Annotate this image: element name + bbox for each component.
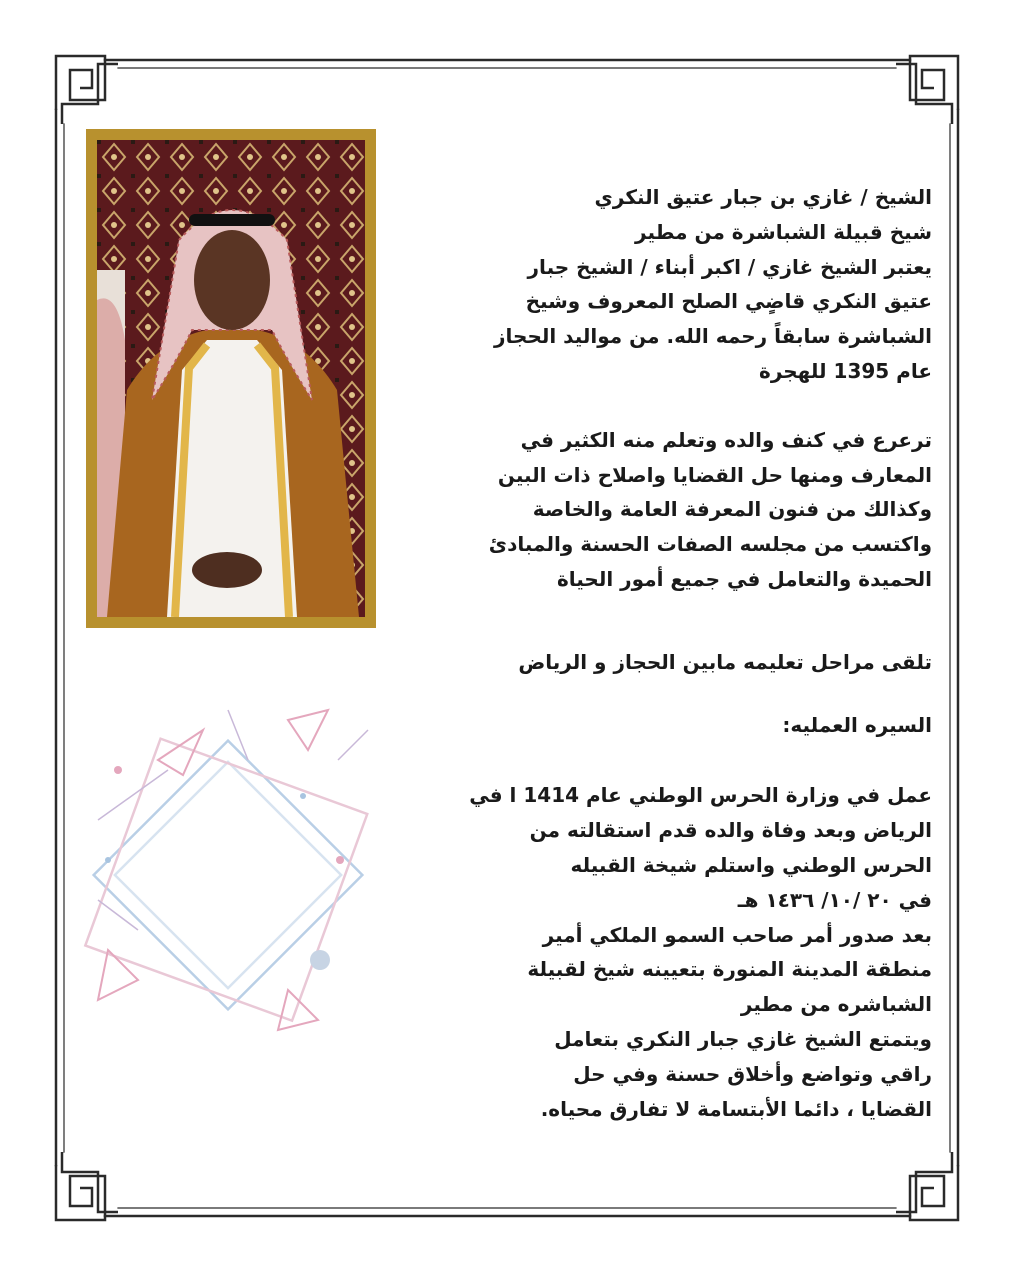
portrait-photo — [97, 140, 365, 617]
career-line: الحرس الوطني واستلم شيخة القبيله — [570, 852, 932, 877]
career-line: بعد صدور أمر صاحب السمو الملكي أمير — [542, 922, 932, 947]
upbringing-paragraph — [410, 423, 932, 597]
career-line: عمل في وزارة الحرس الوطني عام 1414 ا في — [469, 783, 932, 808]
upbringing-line: ترعرع في كنف والده وتعلم منه الكثير في — [520, 427, 932, 452]
career-paragraph — [410, 778, 932, 1126]
portrait-photo-frame — [86, 129, 376, 628]
decorative-frame-illustration — [78, 700, 378, 1060]
intro-line: عام 1395 للهجرة — [759, 358, 932, 383]
corner-ornament-top-left — [56, 56, 118, 124]
intro-line: الشباشرة سابقاً رحمه الله. من مواليد الحجاز — [494, 324, 932, 349]
corner-ornament-bottom-left — [56, 1152, 118, 1220]
career-line: منطقة المدينة المنورة بتعيينه شيخ لقبيلة — [527, 957, 932, 982]
upbringing-line: وكذالك من فنون المعرفة العامة والخاصة — [532, 497, 932, 522]
biography-text — [410, 180, 932, 1126]
intro-line: الشيخ / غازي بن جبار عتيق النكري — [594, 185, 932, 209]
career-heading-text: السيره العمليه: — [782, 712, 932, 737]
upbringing-line: المعارف ومنها حل القضايا واصلاح ذات البين — [497, 462, 932, 487]
upbringing-line: واكتسب من مجلسه الصفات الحسنة والمبادئ — [488, 532, 932, 557]
education-paragraph — [410, 645, 932, 680]
intro-paragraph — [410, 180, 932, 389]
career-line: الرياض وبعد وفاة والده قدم استقالته من — [529, 818, 932, 843]
career-line: في ٢٠ /١٠/ ١٤٣٦ هـ — [737, 887, 932, 912]
intro-line: يعتبر الشيخ غازي / اكبر أبناء / الشيخ جبار — [527, 254, 932, 279]
career-heading — [410, 708, 932, 743]
corner-ornament-top-right — [896, 56, 958, 124]
career-line: ويتمتع الشيخ غازي جبار النكري بتعامل — [554, 1026, 932, 1051]
career-line: القضايا ، دائما الأبتسامة لا تفارق محياه. — [540, 1096, 932, 1121]
upbringing-line: الحميدة والتعامل في جميع أمور الحياة — [556, 566, 932, 591]
intro-line: شيخ قبيلة الشباشرة من مطير — [635, 219, 932, 244]
career-line: راقي وتواضع وأخلاق حسنة وفي حل — [573, 1061, 932, 1086]
corner-ornament-bottom-right — [896, 1152, 958, 1220]
career-line: الشباشره من مطير — [740, 992, 932, 1017]
education-line: تلقى مراحل تعليمه مابين الحجاز و الرياض — [518, 649, 932, 674]
intro-line: عتيق النكري قاضٍي الصلح المعروف وشيخ — [525, 289, 932, 314]
